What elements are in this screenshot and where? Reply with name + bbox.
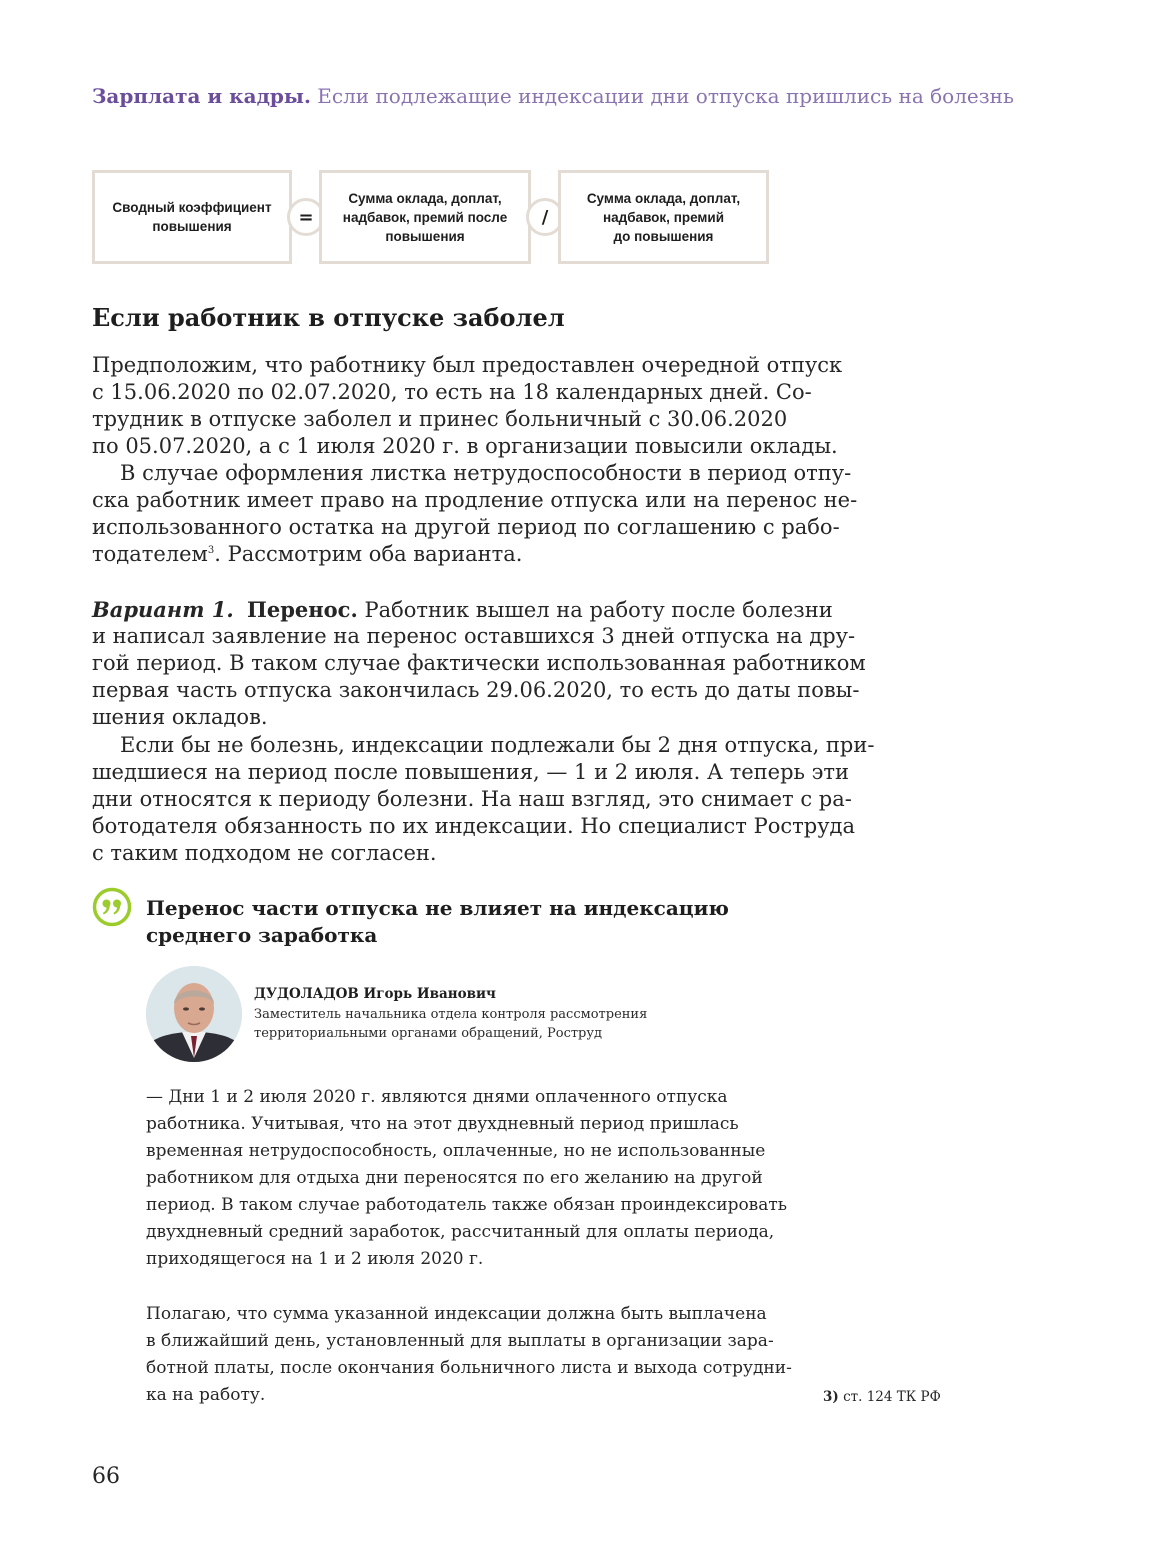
quote-line: — Дни 1 и 2 июля 2020 г. являются днями оплаченного отпуска (146, 1087, 728, 1107)
formula-line: повышения (385, 228, 465, 244)
quote-paragraph-1 (146, 1084, 788, 1273)
formula-numerator-box (319, 170, 531, 264)
quote-line: в ближайший день, установленный для выплаты в организации зара- (146, 1331, 774, 1351)
header-section: Зарплата и кадры. (92, 84, 311, 108)
expert-role (254, 1005, 647, 1043)
text-line: с таким подходом не согласен. (92, 841, 437, 865)
expert-role-line: территориальными органами обращений, Роструд (254, 1026, 603, 1041)
footnote-ref: 3 (207, 545, 215, 556)
text-line: дни относятся к периоду болезни. На наш взгляд, это снимает с ра- (92, 787, 852, 811)
text-line: первая часть отпуска закончилась 29.06.2020, то есть до даты повы- (92, 678, 860, 702)
header-title: Если подлежащие индексации дни отпуска пришлись на болезнь (317, 84, 1014, 108)
text-fragment: тодателем (92, 542, 208, 566)
equals-sign: = (287, 198, 325, 236)
quote-line: временная нетрудоспособность, оплаченные, но не использованные (146, 1141, 766, 1161)
text-fragment: Работник вышел на работу после болезни (364, 598, 833, 622)
quote-paragraph-2 (146, 1301, 792, 1409)
paragraph-4 (92, 732, 875, 867)
formula-line: надбавок, премий (602, 209, 725, 225)
running-header (92, 84, 1014, 108)
footnote-text: ст. 124 ТК РФ (843, 1389, 941, 1405)
text-line (92, 596, 833, 623)
paragraph-1 (92, 352, 843, 460)
text-line: по 05.07.2020, а с 1 июля 2020 г. в организации повысили оклады. (92, 434, 838, 458)
divide-sign: / (526, 198, 564, 236)
text-line: использованного остатка на другой период по соглашению с рабо- (92, 515, 840, 539)
quote-icon (92, 887, 132, 927)
text-line: гой период. В таком случае фактически использованная работником (92, 651, 866, 675)
section-title: Если работник в отпуске заболел (92, 303, 565, 332)
expert-name: ДУДОЛАДОВ Игорь Иванович (254, 986, 496, 1002)
formula-line: до повышения (613, 228, 714, 244)
quote-line: период. В таком случае работодатель также обязан проиндексировать (146, 1195, 788, 1215)
text-line: и написал заявление на перенос оставшихся 3 дней отпуска на дру- (92, 624, 856, 648)
quote-title-line: среднего заработка (146, 923, 378, 947)
text-line: Если бы не болезнь, индексации подлежали бы 2 дня отпуска, при- (120, 733, 875, 757)
quote-title (146, 895, 729, 949)
quote-line: ка на работу. (146, 1385, 266, 1405)
formula-line: надбавок, премий после (342, 209, 508, 225)
variant-1-paragraph (92, 596, 866, 731)
footnote-marker: 3) (823, 1389, 839, 1405)
text-line: шедшиеся на период после повышения, — 1 и 2 июля. А теперь эти (92, 760, 849, 784)
footnote (823, 1389, 941, 1405)
text-line: В случае оформления листка нетрудоспособности в период отпу- (120, 461, 852, 485)
text-fragment: . Рассмотрим оба варианта. (214, 542, 523, 566)
variant-title: Перенос. (247, 597, 358, 622)
expert-avatar (146, 966, 242, 1062)
quote-line: работника. Учитывая, что на этот двухдневный период пришлась (146, 1114, 739, 1134)
formula-line: Сводный коэффициент (112, 200, 272, 215)
expert-role-line: Заместитель начальника отдела контроля рассмотрения (254, 1007, 648, 1022)
formula-line: Сумма оклада, доплат, (348, 190, 502, 206)
expert-portrait-icon (146, 966, 242, 1062)
quote-line: приходящегося на 1 и 2 июля 2020 г. (146, 1249, 484, 1269)
quote-line: Полагаю, что сумма указанной индексации должна быть выплачена (146, 1304, 767, 1324)
paragraph-2 (92, 460, 858, 568)
quote-line: ботной платы, после окончания больничного листа и выхода сотрудни- (146, 1358, 792, 1378)
quote-line: работником для отдыха дни переносятся по его желанию на другой (146, 1168, 763, 1188)
text-line: Предположим, что работнику был предоставлен очередной отпуск (92, 353, 843, 377)
text-line: трудник в отпуске заболел и принес больничный с 30.06.2020 (92, 407, 788, 431)
quote-line: двухдневный средний заработок, рассчитанный для оплаты периода, (146, 1222, 775, 1242)
page-number: 66 (92, 1464, 120, 1489)
quote-title-line: Перенос части отпуска не влияет на индексацию (146, 896, 729, 920)
formula-denominator-box (558, 170, 769, 264)
formula-line: повышения (152, 219, 232, 234)
text-line (92, 541, 769, 568)
text-line: ботодателя обязанность по их индексации. Но специалист Роструда (92, 814, 856, 838)
variant-label: Вариант 1. (92, 597, 234, 622)
text-line: ска работник имеет право на продление отпуска или на перенос не- (92, 488, 858, 512)
text-line: шения окладов. (92, 705, 268, 729)
text-line: с 15.06.2020 по 02.07.2020, то есть на 18 календарных дней. Со- (92, 380, 812, 404)
formula-line: Сумма оклада, доплат, (586, 190, 741, 206)
formula-result-box (92, 170, 292, 264)
